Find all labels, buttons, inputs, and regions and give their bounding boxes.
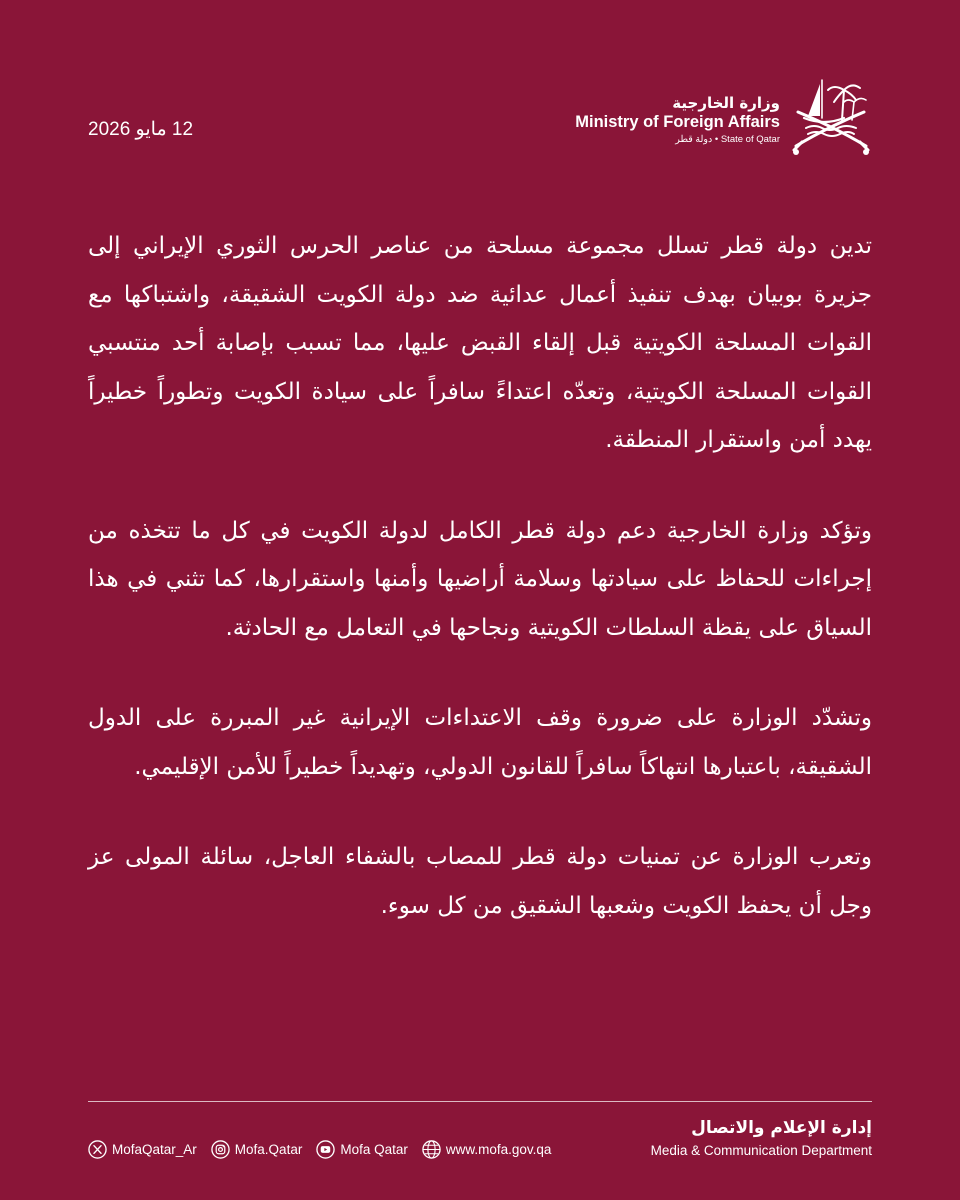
footer-divider <box>88 1101 872 1102</box>
ministry-logo <box>572 76 872 166</box>
social-label-website: www.mofa.gov.qa <box>445 1142 552 1157</box>
social-label-instagram: Mofa.Qatar <box>234 1142 303 1157</box>
statement-paragraph-1: تدين دولة قطر تسلل مجموعة مسلحة من عناصر الحرس الثوري الإيراني إلى جزيرة بوبيان بهدف تنفيذ أعمال عدائية ضد دولة الكويت الشقيقة، واشتباكها مع القوات المسلحة الكويتية قبل إلقاء القبض عليها، مما تسبب بإصابة أحد منتسبي القوات المسلحة الكويتية، وتعدّه اعتداءً سافراً على سيادة الكويت وتطوراً خطيراً يهدد أمن واستقرار المنطقة. <box>88 233 872 453</box>
statement-paragraph-2: وتؤكد وزارة الخارجية دعم دولة قطر الكامل لدولة الكويت في كل ما تتخذه من إجراءات للحفاظ على سيادتها وسلامة أراضيها وأمنها واستقرارها، كما تثني في هذا السياق على يقظة السلطات الكويتية ونجاحها في التعامل مع الحادثة. <box>88 517 872 641</box>
social-link-x[interactable] <box>88 1140 197 1159</box>
statement-body <box>88 222 872 972</box>
x-icon <box>88 1140 107 1159</box>
youtube-icon <box>316 1140 335 1159</box>
logo-name-en: Ministry of Foreign Affairs <box>575 113 780 131</box>
logo-name-ar: وزارة الخارجية <box>672 94 780 112</box>
social-link-website[interactable] <box>422 1140 552 1159</box>
department-name-ar: إدارة الإعلام والاتصال <box>691 1118 872 1138</box>
logo-state-line: State of Qatar • دولة قطر <box>675 134 780 145</box>
social-link-youtube[interactable] <box>316 1140 408 1159</box>
social-link-instagram[interactable] <box>211 1140 303 1159</box>
department-signature <box>651 1115 872 1161</box>
social-links <box>88 1140 551 1159</box>
qatar-emblem-icon <box>790 76 872 162</box>
logo-text <box>575 94 780 146</box>
globe-icon <box>422 1140 441 1159</box>
statement-paragraph-4: وتعرب الوزارة عن تمنيات دولة قطر للمصاب بالشفاء العاجل، سائلة المولى عز وجل أن يحفظ الكويت وشعبها الشقيق من كل سوء. <box>88 844 872 919</box>
statement-date: 12 مايو 2026 <box>88 119 194 140</box>
department-name-en: Media & Communication Department <box>650 1143 872 1158</box>
social-label-youtube: Mofa Qatar <box>340 1142 408 1157</box>
header <box>88 76 872 166</box>
social-label-x: MofaQatar_Ar <box>112 1142 197 1157</box>
statement-paragraph-3: وتشدّد الوزارة على ضرورة وقف الاعتداءات الإيرانية غير المبررة على الدول الشقيقة، باعتبارها انتهاكاً سافراً للقانون الدولي، وتهديداً خطيراً للأمن الإقليمي. <box>88 705 872 780</box>
instagram-icon <box>211 1140 230 1159</box>
